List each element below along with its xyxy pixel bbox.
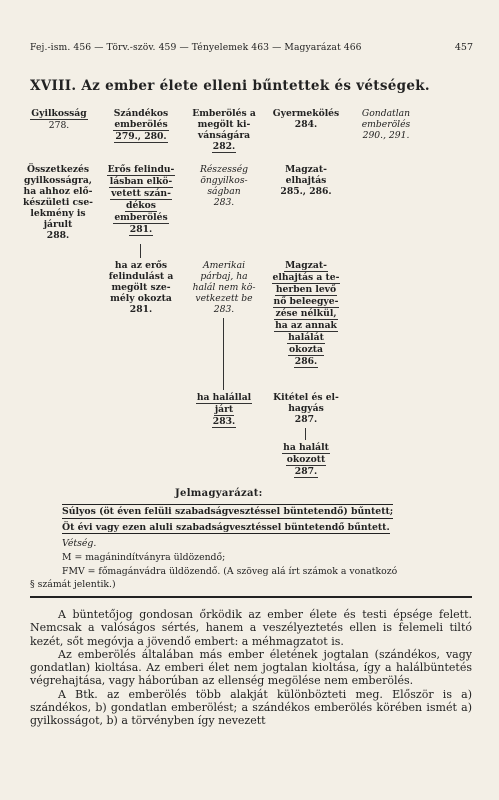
node-magzatelhajtas: Magzat- elhajtás 285., 286.	[280, 164, 332, 197]
node-gyilkossag: Gyilkosság 278.	[31, 108, 87, 131]
legend-line-fmv: FMV = főmagánvádra üldözendő. (A szöveg alá írt számok a vonatkozó	[62, 566, 398, 577]
legend-line-misdemeanor: Vétség.	[62, 538, 97, 549]
node-gondatlan: Gondatlan emberölés 290., 291.	[361, 108, 411, 141]
running-head: Fej.-ism. 456 — Törv.-szöv. 459 — Tényelemek 463 — Magyarázat 466	[30, 42, 362, 53]
page-number: 457	[454, 42, 473, 53]
connector-line	[305, 428, 306, 440]
legend-divider	[30, 596, 472, 598]
connector-line	[223, 318, 224, 390]
node-magzatelhajtas-terhes: Magzat- elhajtás a te- herben levő nő beleegye- zése nélkül, ha az annak halálát okozta 286.	[272, 260, 340, 367]
node-kitetel: Kitétel és el- hagyás 287.	[273, 392, 339, 425]
legend-line-paragraph: § számát jelentik.)	[30, 579, 116, 590]
node-ha-halalt: ha halált okozott 287.	[283, 442, 329, 477]
paragraph: A Btk. az emberölés több alakját különbözteti meg. Először is a) szándékos, b) gondatlan emberölést; a szándékos emberölés körében ismét a) gyilkosságot, b) a törvényben így nevezett	[30, 687, 472, 728]
body-text	[30, 608, 472, 728]
node-szandekos: Szándékos emberölés 279., 280.	[113, 108, 169, 142]
section-title: XVIII. Az ember élete elleni bűntettek és vétségek.	[30, 78, 430, 94]
node-amerikai-parbaj: Amerikai párbaj, ha halál nem kö- vetkezett be 283.	[192, 260, 256, 315]
node-gyermekoles: Gyermekölés 284.	[272, 108, 340, 130]
legend-line-severe: Súlyos (öt éven felüli szabadságvesztéssel büntetendő) bűntett;	[62, 506, 394, 517]
node-osszetkezes: Összetkezés gyilkosságra, ha ahhoz elő- készületi cse- lekmény is járult 288.	[23, 164, 93, 241]
connector-line	[140, 244, 141, 258]
legend-title: Jelmagyarázat:	[175, 488, 263, 499]
legend-line-felony: Öt évi vagy ezen aluli szabadságvesztéssel büntetendő bűntett.	[62, 522, 390, 533]
legend-line-m: M = magánindítványra üldözendő;	[62, 552, 226, 563]
node-ha-halallal: ha halállal járt 283.	[196, 392, 252, 427]
node-reszesseg: Részesség öngyilkos- ságban 283.	[199, 164, 249, 208]
node-kivansagra: Emberölés a megölt ki- vánságára 282.	[192, 108, 256, 152]
node-eros-felindulas: Erős felindu- lásban elkö- vetett szán- dékos emberölés 281.	[107, 164, 175, 235]
node-ha-eros: ha az erős felindulást a megölt sze- mély okozta 281.	[108, 260, 174, 315]
paragraph: Az emberölés általában más ember életének jogtalan (szándékos, vagy gondatlan) kioltása. Az emberi élet nem jogtalan kioltása, így a halálbüntetés végrehajtása, vagy háborúban az ellenség megölése nem emberölés.	[30, 647, 472, 688]
paragraph: A büntetőjog gondosan őrködik az ember élete és testi épsége felett. Nemcsak a valóságos sértés, hanem a veszélyeztetés ellen is felemeli tiltó kezét, sőt megóvja a jövendő embert: a méhmagzatot is.	[30, 608, 472, 648]
